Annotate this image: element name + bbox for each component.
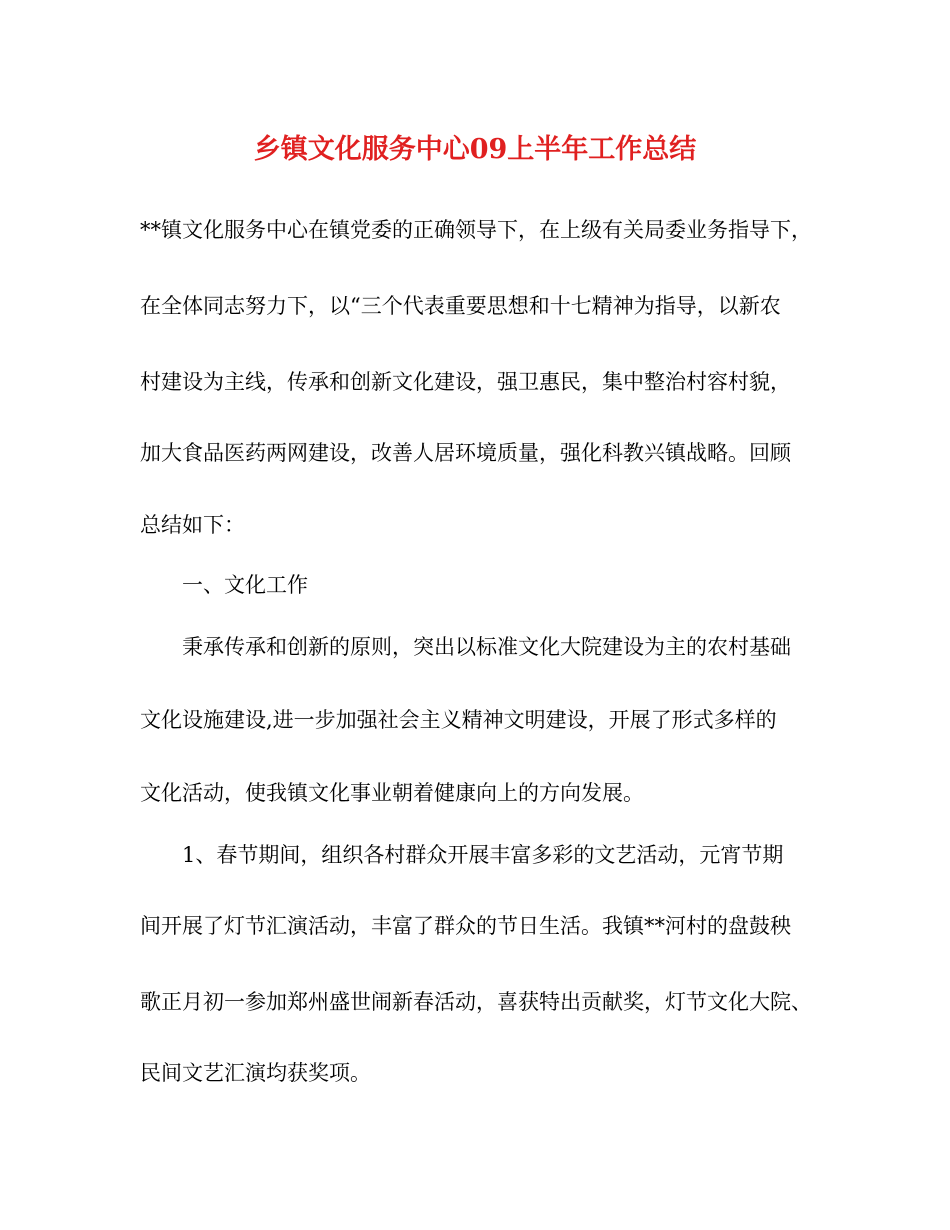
paragraph-line: 歌正月初一参加郑州盛世闹新春活动，喜获特出贡献奖，灯节文化大院、 [140, 990, 812, 1014]
document-title: 乡镇文化服务中心09上半年工作总结 [253, 134, 697, 165]
paragraph-line: 在全体同志努力下，以“三个代表重要思想和十七精神为指导，以新农 [140, 294, 781, 318]
paragraph-line: 总结如下： [140, 513, 245, 537]
paragraph-line: 秉承传承和创新的原则，突出以标准文化大院建设为主的农村基础 [182, 635, 791, 659]
section-heading: 一、文化工作 [182, 573, 308, 597]
paragraph-line: 文化设施建设,进一步加强社会主义精神文明建设，开展了形式多样的 [140, 708, 777, 732]
paragraph-line: 加大食品医药两网建设，改善人居环境质量，强化科教兴镇战略。回顾 [140, 441, 791, 465]
paragraph-line: 1、春节期间，组织各村群众开展丰富多彩的文艺活动，元宵节期 [182, 843, 784, 867]
paragraph-line: 村建设为主线，传承和创新文化建设，强卫惠民，集中整治村容村貌， [140, 370, 791, 394]
paragraph-line: 民间文艺汇演均获奖项。 [140, 1061, 371, 1085]
paragraph-line: 间开展了灯节汇演活动，丰富了群众的节日生活。我镇**河村的盘鼓秧 [140, 914, 791, 938]
paragraph-line: **镇文化服务中心在镇党委的正确领导下，在上级有关局委业务指导下， [140, 218, 812, 242]
paragraph-line: 文化活动，使我镇文化事业朝着健康向上的方向发展。 [140, 781, 644, 805]
